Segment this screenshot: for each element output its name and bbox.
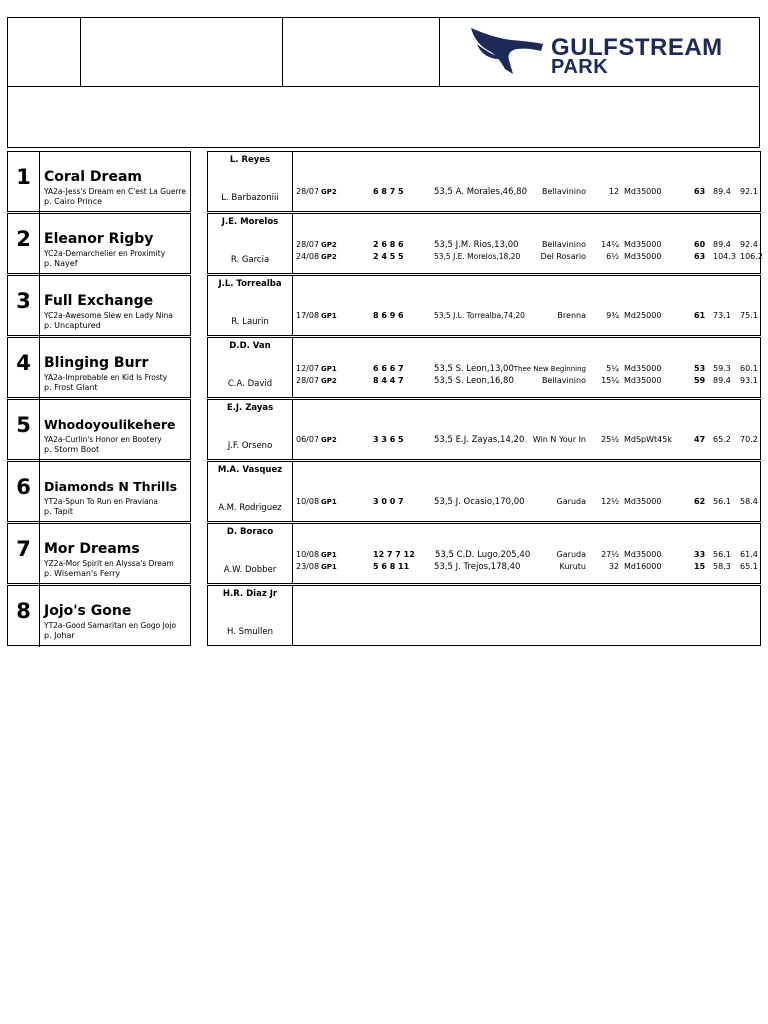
horse-info-cell [7, 399, 191, 460]
entry-row [7, 523, 761, 584]
speed-1: 104.3 [713, 252, 736, 261]
race-winner: Win N Your In [532, 435, 586, 444]
speed-figure: 47 [694, 435, 706, 444]
horse-pedigree: YT2a-Good Samaritan en Gogo Jojo [44, 621, 177, 630]
past-performance-line [293, 251, 762, 263]
race-class: Md25000 [624, 311, 662, 320]
horse-info-cell [7, 461, 191, 522]
entry-row [7, 585, 761, 646]
horse-sire: p. Storm Boot [44, 445, 100, 454]
trainer-name: D.D. Van [229, 341, 271, 351]
weight-jockey-odds: 53,5 E.J. Zayas,14,20 [434, 435, 525, 445]
race-winner: Bellavinino [542, 240, 586, 249]
connections-cell [207, 213, 293, 274]
past-performances-cell [292, 585, 761, 646]
race-date: 10/08 [296, 497, 320, 506]
logo-text-line1: GULFSTREAM [551, 34, 723, 61]
trainer-name: H.R. Diaz Jr [222, 589, 278, 599]
race-class: Md16000 [624, 562, 662, 571]
gulfstream-park-logo [467, 24, 727, 80]
race-track: GP1 [321, 312, 337, 320]
speed-1: 89.4 [713, 376, 731, 385]
past-performances-cell [292, 275, 761, 336]
race-class: Md35000 [624, 252, 662, 261]
speed-1: 89.4 [713, 187, 731, 196]
past-performance-line [293, 561, 762, 573]
race-class: Md35000 [624, 550, 662, 559]
speed-1: 58.3 [713, 562, 731, 571]
past-performance-line [293, 363, 762, 375]
race-class: MdSpWt45k [624, 435, 672, 444]
past-performance-line [293, 496, 762, 508]
weight-jockey-odds: 53,5 A. Morales,46,80 [434, 187, 527, 197]
header-cell-2 [81, 18, 283, 86]
speed-figure: 33 [694, 550, 706, 559]
horse-info-cell [7, 213, 191, 274]
trainer-name: L. Reyes [229, 155, 271, 165]
speed-1: 73.1 [713, 311, 731, 320]
race-winner: Bellavinino [542, 187, 586, 196]
horse-sire: p. Johar [44, 631, 75, 640]
program-number: 2 [8, 214, 40, 275]
running-positions: 8 6 9 6 [373, 311, 404, 320]
connections-cell [207, 523, 293, 584]
horse-name: Mor Dreams [44, 541, 140, 557]
race-track: GP2 [321, 377, 337, 385]
program-number: 7 [8, 524, 40, 585]
speed-2: 60.1 [740, 364, 758, 373]
horse-name: Blinging Burr [44, 355, 149, 371]
speed-1: 56.1 [713, 550, 731, 559]
running-positions: 6 6 6 7 [373, 364, 404, 373]
jockey-name: R. Laurin [231, 317, 269, 327]
entry-row [7, 461, 761, 522]
race-track: GP1 [321, 365, 337, 373]
weight-jockey-odds: 53,5 S. Leon,16,80 [434, 376, 514, 386]
past-performances-cell [292, 337, 761, 398]
weight-jockey-odds: 53,5 J. Trejos,178,40 [434, 562, 521, 572]
program-number: 4 [8, 338, 40, 399]
winning-margin: 25½ [601, 435, 619, 444]
speed-figure: 59 [694, 376, 706, 385]
entry-row [7, 213, 761, 274]
race-date: 28/07 [296, 376, 320, 385]
weight-jockey-odds: 53,5 C.D. Lugo,205,40 [435, 550, 531, 560]
speed-figure: 63 [694, 187, 706, 196]
horse-pedigree: YA2a-Improbable en Kid Is Frosty [44, 373, 168, 382]
speed-2: 92.1 [740, 187, 758, 196]
winning-margin: 32 [608, 562, 619, 571]
trainer-name: J.E. Morelos [221, 217, 279, 227]
horse-sire: p. Tapit [44, 507, 74, 516]
winning-margin: 9¾ [606, 311, 619, 320]
past-performances-cell [292, 151, 761, 212]
horse-info-cell [7, 151, 191, 212]
speed-1: 89.4 [713, 240, 731, 249]
horse-logo-icon [467, 24, 549, 80]
race-class: Md35000 [624, 240, 662, 249]
race-winner: Garuda [556, 550, 586, 559]
speed-2: 92.4 [740, 240, 758, 249]
race-winner: Garuda [556, 497, 586, 506]
past-performances-cell [292, 461, 761, 522]
race-track: GP2 [321, 253, 337, 261]
weight-jockey-odds: 53,5 J. Ocasio,170,00 [434, 497, 525, 507]
horse-sire: p. Uncaptured [44, 321, 101, 330]
race-winner: Del Rosario [540, 252, 586, 261]
horse-pedigree: YT2a-Spun To Run en Praviana [44, 497, 158, 506]
horse-pedigree: YZ2a-Mor Spirit en Alyssa's Dream [44, 559, 174, 568]
race-date: 24/08 [296, 252, 320, 261]
running-positions: 8 4 4 7 [373, 376, 404, 385]
horse-pedigree: YC2a-Awesome Slew en Lady Nina [44, 311, 173, 320]
race-track: GP1 [321, 551, 337, 559]
running-positions: 3 0 0 7 [373, 497, 404, 506]
horse-pedigree: YA2a-Curlin's Honor en Bootery [44, 435, 162, 444]
program-number: 3 [8, 276, 40, 337]
speed-2: 70.2 [740, 435, 758, 444]
jockey-name: L. Barbazoniii [221, 193, 279, 203]
horse-info-cell [7, 585, 191, 646]
jockey-name: A.M. Rodriguez [218, 503, 282, 513]
race-winner: Brenna [557, 311, 586, 320]
speed-2: 93.1 [740, 376, 758, 385]
horse-name: Full Exchange [44, 293, 154, 309]
race-date: 23/08 [296, 562, 320, 571]
horse-sire: p. Nayef [44, 259, 78, 268]
race-track: GP1 [321, 498, 337, 506]
weight-jockey-odds: 53,5 S. Leon,13,00 [434, 364, 514, 374]
jockey-name: A.W. Dobber [223, 565, 277, 575]
horse-name: Jojo's Gone [44, 603, 132, 619]
race-date: 17/08 [296, 311, 320, 320]
horse-name: Eleanor Rigby [44, 231, 154, 247]
speed-1: 56.1 [713, 497, 731, 506]
winning-margin: 12 [608, 187, 619, 196]
horse-info-cell [7, 275, 191, 336]
weight-jockey-odds: 53,5 J.E. Morelos,18,20 [434, 252, 521, 261]
horse-name: Diamonds N Thrills [44, 479, 178, 494]
race-track: GP2 [321, 241, 337, 249]
connections-cell [207, 461, 293, 522]
past-performance-line [293, 375, 762, 387]
program-number: 6 [8, 462, 40, 523]
weight-jockey-odds: 53,5 J.L. Torrealba,74,20 [434, 311, 525, 320]
past-performance-line [293, 310, 762, 322]
weight-jockey-odds: 53,5 J.M. Rios,13,00 [434, 240, 519, 250]
header-cell-3 [283, 18, 440, 86]
speed-figure: 53 [694, 364, 706, 373]
past-performance-line [293, 549, 762, 561]
entry-row [7, 399, 761, 460]
speed-figure: 60 [694, 240, 706, 249]
winning-margin: 27½ [601, 550, 619, 559]
program-number: 8 [8, 586, 40, 647]
race-class: Md35000 [624, 497, 662, 506]
speed-figure: 15 [694, 562, 706, 571]
horse-info-cell [7, 523, 191, 584]
jockey-name: R. Garcia [230, 255, 270, 265]
horse-sire: p. Frost Giant [44, 383, 98, 392]
program-number: 1 [8, 152, 40, 213]
running-positions: 6 8 7 5 [373, 187, 404, 196]
horse-name: Whodoyoulikehere [44, 417, 176, 432]
program-number: 5 [8, 400, 40, 461]
entry-row [7, 275, 761, 336]
past-performance-line [293, 186, 762, 198]
header-cell-1 [8, 18, 81, 86]
horse-info-cell [7, 337, 191, 398]
speed-1: 59.3 [713, 364, 731, 373]
race-track: GP2 [321, 436, 337, 444]
connections-cell [207, 151, 293, 212]
speed-2: 61.4 [740, 550, 758, 559]
winning-margin: 14¼ [601, 240, 619, 249]
connections-cell [207, 399, 293, 460]
jockey-name: H. Smullen [226, 627, 274, 637]
race-class: Md35000 [624, 364, 662, 373]
speed-figure: 61 [694, 311, 706, 320]
race-winner: Bellavinino [542, 376, 586, 385]
race-track: GP1 [321, 563, 337, 571]
race-class: Md35000 [624, 187, 662, 196]
race-date: 28/07 [296, 187, 320, 196]
past-performance-line [293, 434, 762, 446]
connections-cell [207, 585, 293, 646]
winning-margin: 12½ [601, 497, 619, 506]
past-performances-cell [292, 523, 761, 584]
header-divider [8, 86, 759, 87]
entry-row [7, 151, 761, 212]
winning-margin: 5¼ [606, 364, 619, 373]
trainer-name: E.J. Zayas [226, 403, 274, 413]
race-winner: Kurutu [559, 562, 586, 571]
speed-1: 65.2 [713, 435, 731, 444]
speed-2: 58.4 [740, 497, 758, 506]
past-performances-cell [292, 213, 761, 274]
horse-pedigree: YC2a-Demarchelier en Proximity [44, 249, 166, 258]
speed-2: 106.2 [740, 252, 763, 261]
connections-cell [207, 337, 293, 398]
jockey-name: J.F. Orseno [227, 441, 273, 451]
race-date: 10/08 [296, 550, 320, 559]
speed-figure: 63 [694, 252, 706, 261]
running-positions: 2 6 8 6 [373, 240, 404, 249]
past-performances-cell [292, 399, 761, 460]
race-date: 12/07 [296, 364, 320, 373]
race-date: 06/07 [296, 435, 320, 444]
trainer-name: J.L. Torrealba [218, 279, 282, 289]
connections-cell [207, 275, 293, 336]
horse-sire: p. Wiseman's Ferry [44, 569, 121, 578]
horse-pedigree: YA2a-Jess's Dream en C'est La Guerre [44, 187, 186, 196]
speed-2: 65.1 [740, 562, 758, 571]
running-positions: 3 3 6 5 [373, 435, 404, 444]
winning-margin: 6½ [606, 252, 619, 261]
logo-text-line2: PARK [551, 56, 609, 78]
race-class: Md35000 [624, 376, 662, 385]
entry-row [7, 337, 761, 398]
speed-2: 75.1 [740, 311, 758, 320]
winning-margin: 15¼ [601, 376, 619, 385]
horse-name: Coral Dream [44, 169, 142, 185]
jockey-name: C.A. David [227, 379, 273, 389]
running-positions: 5 6 8 11 [373, 562, 410, 571]
trainer-name: D. Boraco [226, 527, 274, 537]
horse-sire: p. Cairo Prince [44, 197, 103, 206]
race-track: GP2 [321, 188, 337, 196]
race-winner: Thee New Beginning [513, 365, 586, 373]
race-date: 28/07 [296, 240, 320, 249]
past-performance-line [293, 239, 762, 251]
trainer-name: M.A. Vasquez [217, 465, 283, 475]
speed-figure: 62 [694, 497, 706, 506]
running-positions: 12 7 7 12 [373, 550, 415, 559]
running-positions: 2 4 5 5 [373, 252, 404, 261]
